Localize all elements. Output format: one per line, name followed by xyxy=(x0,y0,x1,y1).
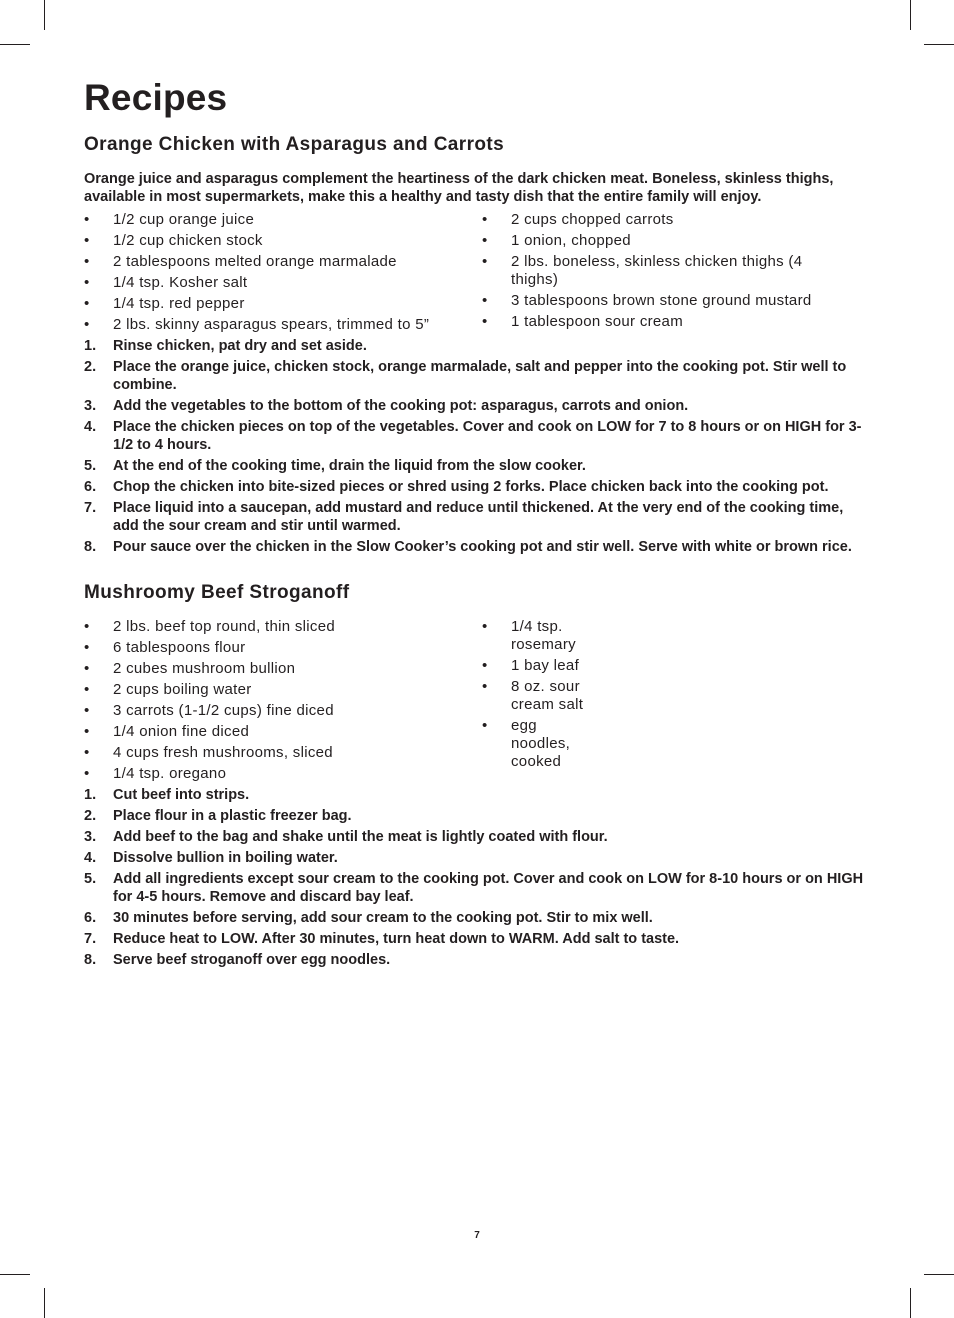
ingredient-item: • 8 oz. sour cream salt xyxy=(482,678,584,713)
ingredient-item: • 1/4 tsp. oregano xyxy=(84,765,227,782)
step-item: 2. Place flour in a plastic freezer bag. xyxy=(84,808,352,824)
ingredient-column-left xyxy=(84,618,482,786)
recipe-title: Mushroomy Beef Stroganoff xyxy=(84,582,350,603)
step-list xyxy=(84,786,864,969)
ingredient-item: • 1/4 tsp. red pepper xyxy=(84,295,245,312)
crop-mark xyxy=(910,1288,911,1318)
bullet-icon: • xyxy=(482,313,488,330)
ingredient-column-right xyxy=(482,618,597,786)
step-item: 2. Place the orange juice, chicken stock, orange marmalade, salt and pepper into the cooking pot. Stir well to combine. xyxy=(84,359,847,393)
ingredient-item: • 1 tablespoon sour cream xyxy=(482,313,683,330)
ingredient-item: • 3 carrots (1-1/2 cups) fine diced xyxy=(84,702,334,719)
bullet-icon: • xyxy=(482,657,488,674)
step-item: 1. Cut beef into strips. xyxy=(84,787,250,803)
bullet-icon: • xyxy=(482,232,488,249)
bullet-icon: • xyxy=(482,211,488,228)
ingredient-item: • 1/4 tsp. Kosher salt xyxy=(84,274,248,291)
recipe-orange-chicken xyxy=(84,134,864,556)
crop-mark xyxy=(0,44,30,45)
step-item: 3. Add the vegetables to the bottom of the cooking pot: asparagus, carrots and onion. xyxy=(84,398,689,414)
bullet-icon: • xyxy=(84,253,90,270)
ingredient-item: • 2 tablespoons melted orange marmalade xyxy=(84,253,397,270)
bullet-icon: • xyxy=(482,292,488,309)
bullet-icon: • xyxy=(84,639,90,656)
bullet-icon: • xyxy=(84,744,90,761)
bullet-icon: • xyxy=(84,274,90,291)
bullet-icon: • xyxy=(84,316,90,333)
bullet-icon: • xyxy=(84,681,90,698)
bullet-icon: • xyxy=(84,723,90,740)
step-item: 8. Pour sauce over the chicken in the Slow Cooker’s cooking pot and stir well. Serve with white or brown rice. xyxy=(84,539,852,555)
crop-mark xyxy=(924,1274,954,1275)
ingredient-column-left xyxy=(84,211,482,337)
step-item: 8. Serve beef stroganoff over egg noodles. xyxy=(84,952,391,968)
step-item: 5. At the end of the cooking time, drain the liquid from the slow cooker. xyxy=(84,458,586,474)
ingredient-item: • 3 tablespoons brown stone ground mustard xyxy=(482,292,812,309)
crop-mark xyxy=(924,44,954,45)
bullet-icon: • xyxy=(84,211,90,228)
bullet-icon: • xyxy=(84,295,90,312)
recipe-intro: Orange juice and asparagus complement the heartiness of the dark chicken meat. Boneless, skinless thighs, available in most supermarkets, make this a healthy and tasty dish that the entire family will enjoy. xyxy=(84,171,834,205)
ingredient-item: • 2 cups boiling water xyxy=(84,681,252,698)
step-item: 1. Rinse chicken, pat dry and set aside. xyxy=(84,338,367,354)
bullet-icon: • xyxy=(482,717,488,734)
bullet-icon: • xyxy=(482,253,488,270)
ingredient-item: • 2 lbs. beef top round, thin sliced xyxy=(84,618,336,635)
step-item: 7. Place liquid into a saucepan, add mustard and reduce until thickened. At the very end of the cooking time, add the sour cream and stir until warmed. xyxy=(84,500,844,534)
crop-mark xyxy=(44,1288,45,1318)
step-item: 6. 30 minutes before serving, add sour cream to the cooking pot. Stir to mix well. xyxy=(84,910,653,926)
ingredient-item: • 1/4 onion fine diced xyxy=(84,723,250,740)
ingredient-item: • 1/2 cup orange juice xyxy=(84,211,255,228)
bullet-icon: • xyxy=(84,660,90,677)
ingredient-list xyxy=(84,618,864,786)
ingredient-item: • 2 lbs. skinny asparagus spears, trimmed to 5” xyxy=(84,316,430,333)
bullet-icon: • xyxy=(482,678,488,695)
step-item: 5. Add all ingredients except sour cream to the cooking pot. Cover and cook on LOW for 8-10 hours or on HIGH for 4-5 hours. Remove and discard bay leaf. xyxy=(84,871,864,905)
page-title: Recipes xyxy=(84,77,228,118)
page-number: 7 xyxy=(474,1230,480,1241)
ingredient-item: • 4 cups fresh mushrooms, sliced xyxy=(84,744,333,761)
ingredient-item: • 1/2 cup chicken stock xyxy=(84,232,263,249)
crop-mark xyxy=(0,1274,30,1275)
step-list xyxy=(84,337,864,556)
ingredient-list xyxy=(84,211,864,337)
bullet-icon: • xyxy=(84,765,90,782)
crop-mark xyxy=(910,0,911,30)
ingredient-item: • 6 tablespoons flour xyxy=(84,639,246,656)
bullet-icon: • xyxy=(482,618,488,635)
step-item: 3. Add beef to the bag and shake until the meat is lightly coated with flour. xyxy=(84,829,608,845)
ingredient-item: • 1 bay leaf xyxy=(482,657,580,674)
recipe-title: Orange Chicken with Asparagus and Carrots xyxy=(84,134,505,155)
step-item: 4. Place the chicken pieces on top of the vegetables. Cover and cook on LOW for 7 to 8 hours or on HIGH for 3-1/2 to 4 hours. xyxy=(84,419,862,453)
bullet-icon: • xyxy=(84,702,90,719)
ingredient-column-right xyxy=(482,211,842,337)
bullet-icon: • xyxy=(84,618,90,635)
page-content xyxy=(84,76,864,972)
bullet-icon: • xyxy=(84,232,90,249)
ingredient-item: • 2 cups chopped carrots xyxy=(482,211,674,228)
step-item: 6. Chop the chicken into bite-sized pieces or shred using 2 forks. Place chicken back into the cooking pot. xyxy=(84,479,829,495)
ingredient-item: • 1/4 tsp. rosemary xyxy=(482,618,576,653)
ingredient-item: • egg noodles, cooked xyxy=(482,717,571,770)
crop-mark xyxy=(44,0,45,30)
recipe-beef-stroganoff xyxy=(84,582,864,969)
ingredient-item: • 1 onion, chopped xyxy=(482,232,631,249)
step-item: 4. Dissolve bullion in boiling water. xyxy=(84,850,338,866)
ingredient-item: • 2 cubes mushroom bullion xyxy=(84,660,296,677)
step-item: 7. Reduce heat to LOW. After 30 minutes, turn heat down to WARM. Add salt to taste. xyxy=(84,931,680,947)
ingredient-item: • 2 lbs. boneless, skinless chicken thighs (4 thighs) xyxy=(482,253,803,288)
